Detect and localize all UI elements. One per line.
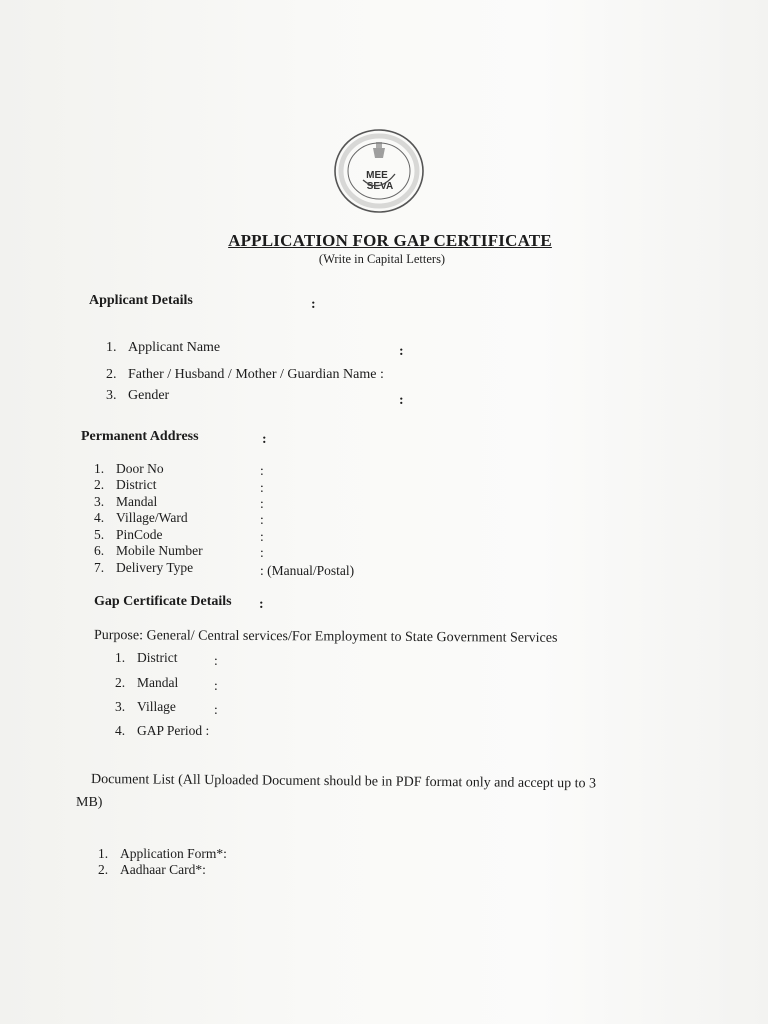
permanent-address-heading: Permanent Address (81, 429, 199, 444)
applicant-name-item: 1. Applicant Name (106, 340, 221, 355)
gap-value-district: : (214, 653, 218, 668)
gap-item-mandal: 2. Mandal (115, 675, 179, 690)
address-item-pincode: 5. PinCode (94, 527, 163, 542)
mee-seva-seal-logo (333, 128, 425, 214)
gender-item: 3. Gender (106, 388, 170, 403)
address-value-door-no: : (260, 463, 264, 478)
document-list-line-2: MB) (76, 795, 103, 810)
address-item-door-no: 1. Door No (94, 461, 164, 476)
page-subtitle: (Write in Capital Letters) (318, 252, 446, 266)
address-value-district: : (260, 480, 264, 495)
seal-center-text-1: MEE (366, 170, 388, 181)
gap-value-mandal: : (214, 678, 218, 693)
gap-item-gap-period: 4. GAP Period : (115, 723, 210, 738)
address-item-mobile-number: 6. Mobile Number (94, 543, 203, 558)
document-item-aadhaar-card: 2. Aadhaar Card*: (98, 862, 206, 877)
address-value-delivery-type: : (Manual/Postal) (260, 563, 355, 578)
page-title: APPLICATION FOR GAP CERTIFICATE (228, 231, 552, 250)
address-value-village-ward: : (260, 512, 264, 527)
address-item-village-ward: 4. Village/Ward (94, 510, 188, 525)
document-item-application-form: 1. Application Form*: (98, 846, 227, 861)
purpose-line: Purpose: General/ Central services/For Employment to State Government Services (93, 628, 558, 646)
document-list-line-1: Document List (All Uploaded Document should be in PDF format only and accept up to 3 (90, 772, 597, 792)
guardian-name-item: 2. Father / Husband / Mother / Guardian Name : (106, 367, 384, 382)
address-value-mandal: : (260, 496, 264, 511)
seal-center-text-2: SEVA (366, 181, 394, 192)
gap-item-village: 3. Village (115, 699, 176, 714)
address-item-mandal: 3. Mandal (94, 494, 158, 509)
applicant-name-colon: : (399, 344, 404, 359)
address-item-delivery-type: 7. Delivery Type (94, 560, 194, 575)
gap-item-district: 1. District (115, 650, 178, 665)
permanent-address-colon: : (262, 432, 267, 447)
applicant-details-colon: : (311, 297, 316, 312)
guardian-name-label: Father / Husband / Mother / Guardian Name : (128, 367, 384, 382)
applicant-details-heading: Applicant Details (89, 293, 193, 308)
applicant-name-label: Applicant Name (128, 340, 221, 355)
gap-certificate-details-heading: Gap Certificate Details (94, 594, 232, 609)
gap-value-village: : (214, 702, 218, 717)
gender-label: Gender (128, 388, 170, 403)
address-value-pincode: : (260, 529, 264, 544)
address-item-district: 2. District (94, 477, 157, 492)
gender-colon: : (399, 393, 404, 408)
gap-certificate-details-colon: : (259, 597, 264, 612)
address-value-mobile-number: : (260, 545, 264, 560)
